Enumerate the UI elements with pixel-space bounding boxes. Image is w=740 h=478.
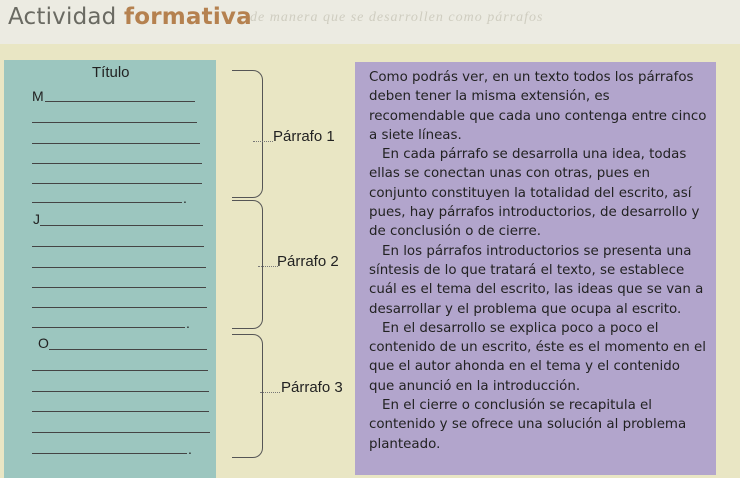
worksheet-line [32,143,200,144]
worksheet-line [32,202,182,203]
page-heading [8,4,252,30]
worksheet-line [32,411,209,412]
period-mark: . [186,315,190,331]
worksheet-line [32,163,202,164]
worksheet-line [32,370,208,371]
line-initial-m: M [32,88,44,104]
period-mark: . [188,441,192,457]
worksheet-title-label: Título [92,64,130,81]
paragraph-1-bracket [232,70,263,198]
heading-regular: Actividad [8,4,117,30]
paragraph-1-leader [253,141,273,142]
worksheet-line [32,267,206,268]
explanation-paragraph-1: Como podrás ver, en un texto todos los párrafos deben tener la misma extensión, es recomendable que cada uno contenga entre cinco a siete líneas. [369,70,707,143]
worksheet-line [32,453,187,454]
worksheet-line [40,225,203,226]
explanation-paragraph-2: En cada párrafo se desarrolla una idea, todas ellas se conectan unas con otras, pues en conjunto constituyen la totalidad del escrito, así pues, hay párrafos introductorios, de desarrollo y de conclusión o de cierre. [369,147,700,240]
explanation-box [355,62,716,475]
line-initial-o: O [38,335,49,351]
line-initial-j: J [33,211,40,227]
heading-bold: formativa [124,4,252,30]
explanation-paragraph-5: En el cierre o conclusión se recapitula el contenido y se ofrece una solución al problema planteado. [369,398,687,452]
worksheet-line [32,183,202,184]
paragraph-3-bracket [232,334,263,458]
paragraph-3-leader [260,392,280,393]
paragraph-2-leader [258,266,278,267]
worksheet-line [32,287,206,288]
explanation-paragraph-3: En los párrafos introductorios se presenta una síntesis de lo que tratará el texto, se establece cuál es el tema del escrito, las ideas que se van a desarrollar y el problema que ocupa al escrito. [369,243,704,317]
worksheet-line [45,101,195,102]
period-mark: . [183,190,187,206]
worksheet-line [32,391,209,392]
background-faded-text: de manera que se desarrollen como párrafos [250,10,544,25]
worksheet-line [32,432,210,433]
worksheet-line [32,307,207,308]
worksheet-line [32,246,204,247]
paragraph-2-bracket [232,200,263,329]
worksheet-line [49,349,207,350]
paragraph-2-label: Párrafo 2 [277,253,339,270]
worksheet-line [32,122,197,123]
worksheet-line [32,327,185,328]
paragraph-1-label: Párrafo 1 [273,128,335,145]
paragraph-3-label: Párrafo 3 [281,379,343,396]
explanation-paragraph-4: En el desarrollo se explica poco a poco el contenido de un escrito, éste es el momento en el que el autor ahonda en el tema y el contenido que anunció en la introducción. [369,320,706,394]
